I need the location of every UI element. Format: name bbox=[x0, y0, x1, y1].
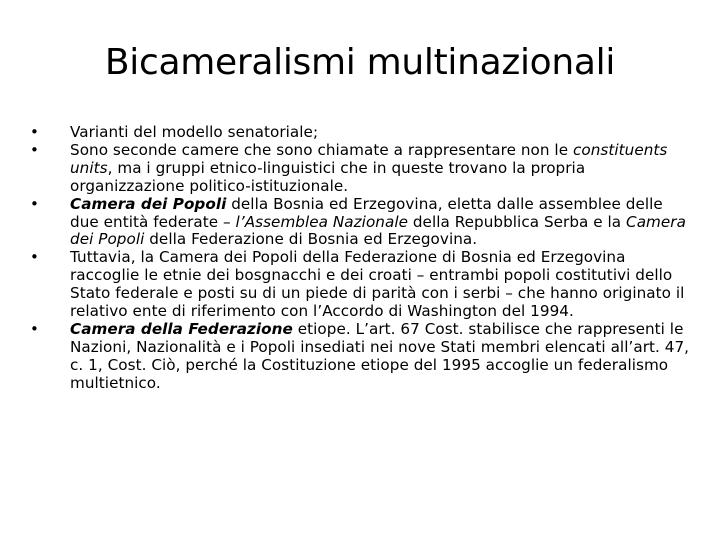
bullet-dot-icon: • bbox=[30, 194, 39, 213]
bullet-item bbox=[28, 196, 693, 250]
bullet-dot-icon: • bbox=[30, 248, 39, 267]
bullet-list bbox=[28, 124, 693, 393]
bullet-text-segment: , ma i gruppi etnico-linguistici che in queste trovano la propria organizzazione politico-istituzionale. bbox=[70, 158, 586, 195]
bullet-text-italic: l’Assemblea Nazionale bbox=[235, 212, 408, 231]
bullet-dot-icon: • bbox=[30, 319, 39, 338]
bullet-item bbox=[28, 321, 693, 393]
bullet-text-bold-italic: Camera della Federazione bbox=[70, 319, 293, 338]
bullet-item bbox=[28, 142, 693, 196]
bullet-item bbox=[28, 249, 693, 321]
bullet-text-segment: etiope. L’art. 67 Cost. stabilisce che rappresenti le Nazioni, Nazionalità e i Popoli insediati nei nove Stati membri elencati all’art. 47, c. 1, Cost. Ciò, perché la Costituzione etiope del 1995 accoglie un federalismo multietnico. bbox=[70, 319, 690, 392]
bullet-dot-icon: • bbox=[30, 123, 39, 141]
bullet-text-italic: constituents units bbox=[70, 140, 668, 177]
bullet-text-bold-italic: Camera dei Popoli bbox=[70, 194, 227, 213]
slide-title: Bicameralismi multinazionali bbox=[104, 42, 616, 83]
bullet-text-segment: Sono seconde camere che sono chiamate a rappresentare non le bbox=[70, 140, 573, 159]
bullet-text-segment: della Federazione di Bosnia ed Erzegovina. bbox=[144, 230, 478, 249]
bullet-dot-icon: • bbox=[30, 140, 39, 159]
bullet-item bbox=[28, 124, 693, 142]
bullet-text-segment: della Repubblica Serba e la bbox=[407, 212, 627, 231]
bullet-text-segment: della Bosnia ed Erzegovina, eletta dalle assemblee delle due entità federate – bbox=[70, 194, 663, 231]
bullet-text-italic: Camera dei Popoli bbox=[70, 212, 686, 249]
bullet-text-segment: Varianti del modello senatoriale; bbox=[70, 123, 319, 141]
bullet-text-segment: Tuttavia, la Camera dei Popoli della Federazione di Bosnia ed Erzegovina raccoglie le etnie dei bosgnacchi e dei croati – entrambi popoli costitutivi dello Stato federale e posti su di un piede di parità con i serbi – che hanno originato il relativo ente di riferimento con l’Accordo di Washington del 1994. bbox=[70, 248, 685, 321]
